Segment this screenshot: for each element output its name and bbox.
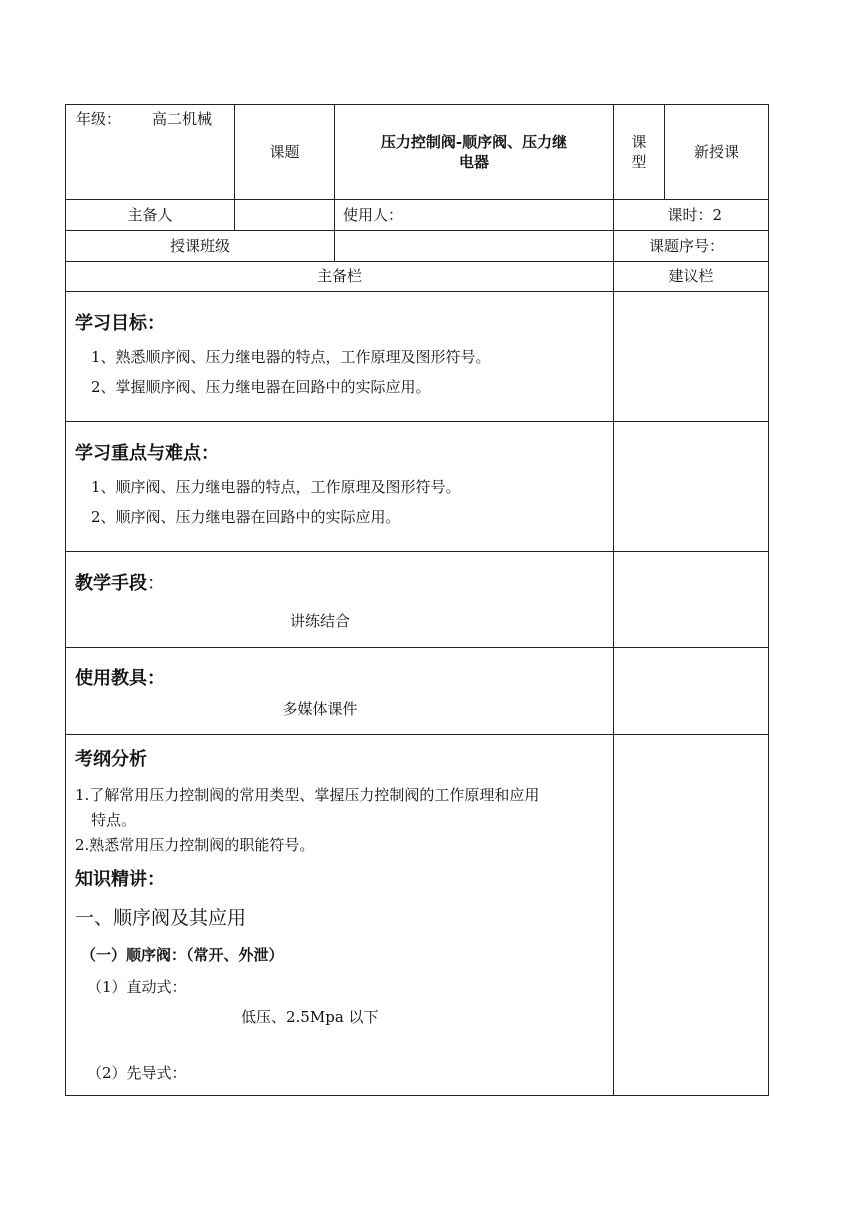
methods-row — [66, 552, 769, 648]
suggest-column-label: 建议栏 — [614, 262, 769, 292]
key-points-heading: 学习重点与难点： — [75, 443, 219, 465]
syllabus-row — [66, 735, 769, 1096]
lesson-title-line1: 压力控制阀-顺序阀、压力继 — [380, 132, 568, 151]
methods-suggestion-cell — [614, 552, 769, 648]
column-header-row — [66, 262, 769, 292]
key-point-item-2: 2、顺序阀、压力继电器在回路中的实际应用。 — [91, 507, 401, 526]
objectives-section — [66, 292, 614, 422]
key-points-suggestion-cell — [614, 422, 769, 552]
methods-heading-text: 教学手段 — [75, 573, 147, 595]
class-row — [66, 231, 769, 262]
tools-heading: 使用教具： — [75, 667, 165, 689]
grade-cell — [66, 105, 235, 200]
topic-number-label: 课题序号： — [614, 231, 769, 262]
header-row — [66, 105, 769, 200]
syllabus-section — [66, 735, 614, 1096]
direct-type-label: （1）直动式： — [87, 977, 187, 996]
grade-label: 年级： — [76, 110, 122, 128]
syllabus-item-2: 2.熟悉常用压力控制阀的职能符号。 — [75, 835, 315, 854]
syllabus-heading: 考纲分析 — [75, 749, 147, 771]
lesson-type-label-char1: 课 — [631, 132, 647, 151]
direct-type-value: 低压、2.5Mpa 以下 — [241, 1007, 379, 1026]
objective-item-2: 2、掌握顺序阀、压力继电器在回路中的实际应用。 — [91, 377, 431, 396]
section1-heading: 一、顺序阀及其应用 — [75, 906, 247, 929]
tools-section — [66, 648, 614, 735]
syllabus-item-1-line1: 1.了解常用压力控制阀的常用类型、掌握压力控制阀的工作原理和应用 — [75, 785, 540, 804]
lesson-plan-table — [65, 104, 769, 1096]
pilot-type-label: （2）先导式： — [87, 1063, 187, 1082]
user-label: 使用人： — [335, 200, 614, 231]
period-label: 课时：2 — [614, 200, 769, 231]
key-points-section — [66, 422, 614, 552]
preparer-value — [235, 200, 335, 231]
syllabus-item-1-line2: 特点。 — [91, 810, 137, 829]
methods-heading — [75, 572, 605, 596]
lesson-title — [335, 105, 614, 200]
knowledge-heading: 知识精讲： — [75, 868, 165, 890]
lesson-type-label — [614, 105, 665, 200]
lesson-title-line2: 电器 — [458, 153, 489, 171]
sequence-valve-heading: （一）顺序阀：（常开、外泄） — [81, 946, 284, 965]
objective-item-1: 1、熟悉顺序阀、压力继电器的特点，工作原理及图形符号。 — [91, 347, 491, 366]
class-label: 授课班级 — [66, 231, 335, 262]
main-column-label: 主备栏 — [66, 262, 614, 292]
key-point-item-1: 1、顺序阀、压力继电器的特点，工作原理及图形符号。 — [91, 477, 461, 496]
syllabus-suggestion-cell — [614, 735, 769, 1096]
methods-heading-suffix: ： — [147, 573, 165, 595]
lesson-type-value: 新授课 — [665, 105, 769, 200]
preparer-label: 主备人 — [66, 200, 235, 231]
class-value — [335, 231, 614, 262]
objectives-row — [66, 292, 769, 422]
tools-row — [66, 648, 769, 735]
methods-value: 讲练结合 — [289, 611, 350, 630]
key-points-row — [66, 422, 769, 552]
topic-label: 课题 — [235, 105, 335, 200]
objectives-heading: 学习目标： — [75, 313, 165, 335]
grade-value: 高二机械 — [152, 110, 213, 128]
tools-value: 多媒体课件 — [282, 700, 358, 719]
objectives-suggestion-cell — [614, 292, 769, 422]
methods-section — [66, 552, 614, 648]
lesson-type-label-char2: 型 — [631, 153, 647, 171]
preparer-row — [66, 200, 769, 231]
tools-suggestion-cell — [614, 648, 769, 735]
